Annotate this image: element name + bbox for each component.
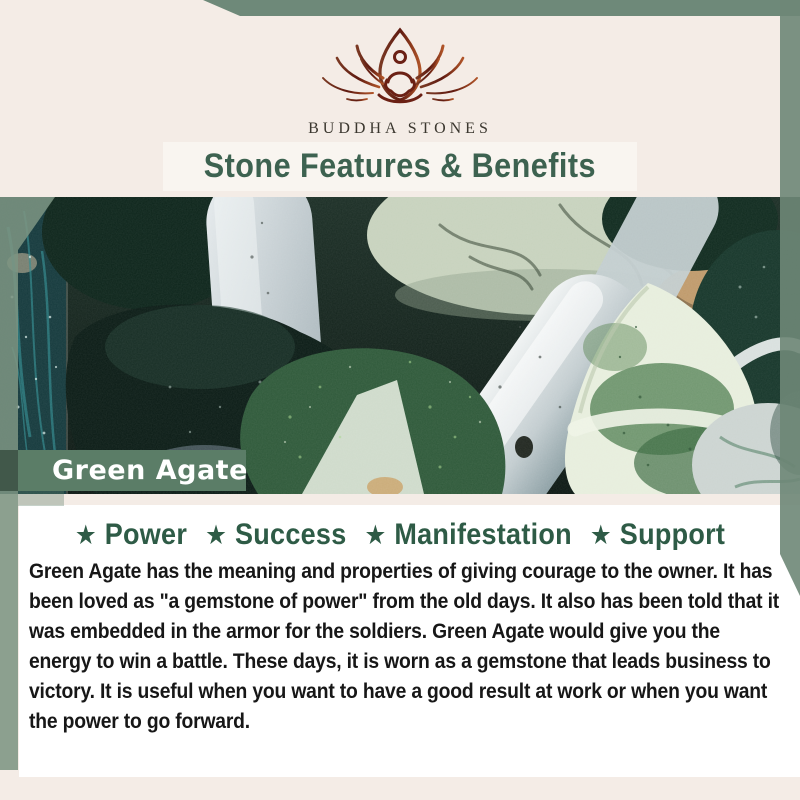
caption-ribbon xyxy=(18,450,246,491)
star-icon: ★ xyxy=(364,519,387,550)
description-paragraph: Green Agate has the meaning and properties of giving courage to the owner. It has been loved as "a gemstone of power" from the old days. It also has been told that it was embedded in the armor for the soldiers. Green Agate would give you the energy to win a battle. These days, it is worn as a gemstone that leads business to victory. It is useful when you want to have a good result at work or when you want the power to go forward. xyxy=(29,560,780,733)
benefit-label: Support xyxy=(619,518,726,551)
benefit-item xyxy=(364,518,571,552)
brand-name: BUDDHA STONES xyxy=(308,120,492,137)
benefit-item xyxy=(75,518,187,552)
star-icon: ★ xyxy=(589,519,612,550)
title-banner xyxy=(163,142,637,191)
page-title: Stone Features & Benefits xyxy=(203,147,597,185)
stone-name-label: Green Agate xyxy=(52,455,248,486)
top-accent-bar xyxy=(0,0,800,16)
benefit-item xyxy=(205,518,346,552)
star-icon: ★ xyxy=(205,519,227,550)
right-accent-strip xyxy=(780,0,800,596)
lotus-meditation-icon xyxy=(315,24,485,119)
benefit-item xyxy=(590,518,725,552)
benefits-line xyxy=(40,514,760,556)
star-icon: ★ xyxy=(74,519,97,550)
benefit-label: Manifestation xyxy=(394,518,572,551)
benefit-label: Power xyxy=(104,518,188,551)
caption-ribbon-fold xyxy=(0,450,18,491)
caption-ribbon-fold-under xyxy=(18,491,64,506)
benefit-label: Success xyxy=(235,518,347,551)
